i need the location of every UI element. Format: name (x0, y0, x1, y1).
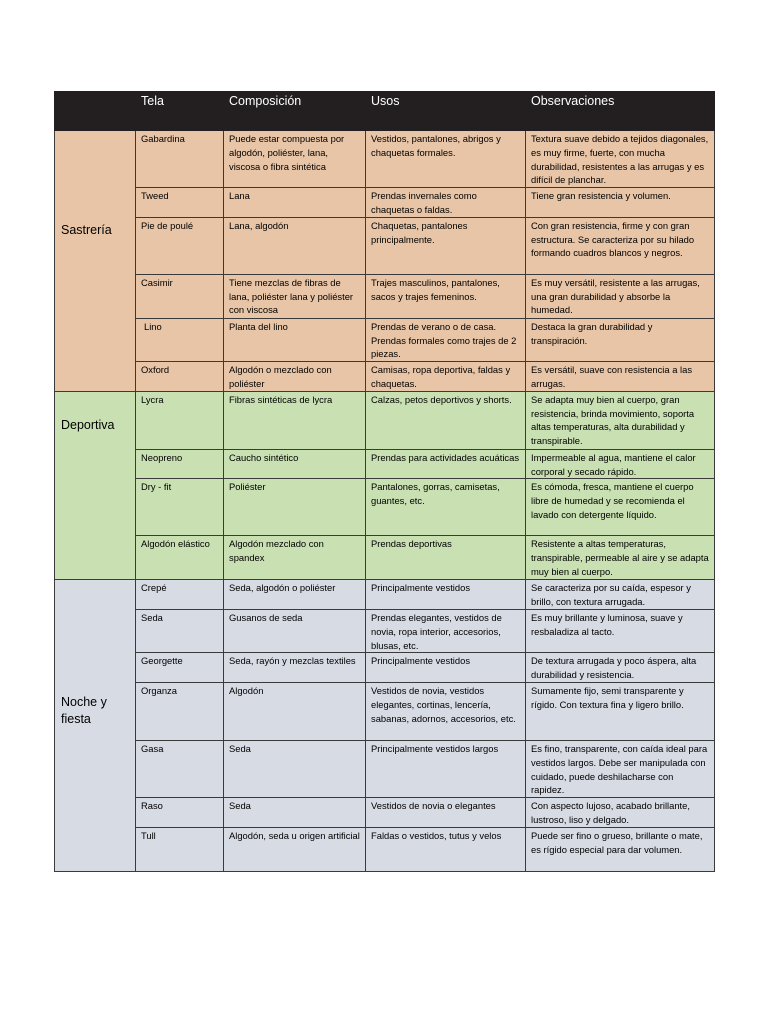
cell-usos: Camisas, ropa deportiva, faldas y chaquetas. (366, 362, 526, 392)
table-row (55, 653, 715, 683)
cell-tela: Gabardina (136, 131, 224, 188)
cell-observaciones: Se adapta muy bien al cuerpo, gran resistencia, brinda movimiento, soporta altas temperaturas, alta durabilidad y transpirable. (526, 391, 715, 449)
header-observaciones: Observaciones (526, 92, 715, 131)
cell-tela: Raso (136, 798, 224, 828)
cell-tela: Neopreno (136, 449, 224, 479)
cell-observaciones: Es muy versátil, resistente a las arrugas, una gran durabilidad y absorbe la humedad. (526, 274, 715, 318)
cell-usos: Prendas deportivas (366, 536, 526, 580)
table-row (55, 479, 715, 536)
cell-tela: Pie de poulé (136, 217, 224, 274)
table-row (55, 391, 715, 449)
cell-composicion: Seda (224, 740, 366, 797)
table-row (55, 580, 715, 610)
cell-composicion: Planta del lino (224, 318, 366, 361)
cell-composicion: Puede estar compuesta por algodón, poliéster, lana, viscosa o fibra sintética (224, 131, 366, 188)
table-row (55, 536, 715, 580)
cell-observaciones: Impermeable al agua, mantiene el calor corporal y secado rápido. (526, 449, 715, 479)
cell-observaciones: Es fino, transparente, con caída ideal para vestidos largos. Debe ser manipulada con cuidado, puede deshilacharse con rapidez. (526, 740, 715, 797)
cell-usos: Vestidos de novia o elegantes (366, 798, 526, 828)
table-row (55, 827, 715, 871)
table-row (55, 798, 715, 828)
cell-composicion: Lana, algodón (224, 217, 366, 274)
cell-composicion: Seda, algodón o poliéster (224, 580, 366, 610)
cell-tela: Lino (136, 318, 224, 361)
header-category (55, 92, 136, 131)
cell-composicion: Algodón mezclado con spandex (224, 536, 366, 580)
cell-tela: Tull (136, 827, 224, 871)
table-row (55, 682, 715, 740)
cell-observaciones: Es cómoda, fresca, mantiene el cuerpo libre de humedad y se recomienda el lavado con detergente líquido. (526, 479, 715, 536)
group-label-sastreria: Sastrería (55, 131, 136, 392)
cell-tela: Seda (136, 609, 224, 652)
cell-tela: Casimir (136, 274, 224, 318)
cell-observaciones: Puede ser fino o grueso, brillante o mate, es rígido especial para dar volumen. (526, 827, 715, 871)
cell-observaciones: De textura arrugada y poco áspera, alta durabilidad y resistencia. (526, 653, 715, 683)
cell-observaciones: Resistente a altas temperaturas, transpirable, permeable al aire y se adapta muy bien al cuerpo. (526, 536, 715, 580)
table-row (55, 188, 715, 218)
cell-usos: Pantalones, gorras, camisetas, guantes, etc. (366, 479, 526, 536)
table-row (55, 131, 715, 188)
cell-tela: Georgette (136, 653, 224, 683)
cell-usos: Prendas invernales como chaquetas o faldas. (366, 188, 526, 218)
cell-tela: Algodón elástico (136, 536, 224, 580)
cell-composicion: Algodón (224, 682, 366, 740)
cell-observaciones: Textura suave debido a tejidos diagonales, es muy firme, fuerte, con mucha durabilidad, resistentes a las arrugas y es difícil de planchar. (526, 131, 715, 188)
cell-observaciones: Destaca la gran durabilidad y transpiración. (526, 318, 715, 361)
cell-composicion: Poliéster (224, 479, 366, 536)
cell-composicion: Fibras sintéticas de lycra (224, 391, 366, 449)
table-row (55, 740, 715, 797)
table-row (55, 217, 715, 274)
cell-usos: Prendas de verano o de casa. Prendas formales como trajes de 2 piezas. (366, 318, 526, 361)
table-header-row (55, 92, 715, 131)
cell-observaciones: Sumamente fijo, semi transparente y rígido. Con textura fina y ligero brillo. (526, 682, 715, 740)
header-composicion: Composición (224, 92, 366, 131)
cell-composicion: Seda, rayón y mezclas textiles (224, 653, 366, 683)
cell-usos: Prendas para actividades acuáticas (366, 449, 526, 479)
table-row (55, 449, 715, 479)
cell-usos: Principalmente vestidos (366, 580, 526, 610)
cell-usos: Chaquetas, pantalones principalmente. (366, 217, 526, 274)
cell-tela: Lycra (136, 391, 224, 449)
cell-composicion: Tiene mezclas de fibras de lana, poliéster lana y poliéster con viscosa (224, 274, 366, 318)
cell-tela: Organza (136, 682, 224, 740)
table-row (55, 274, 715, 318)
cell-composicion: Algodón o mezclado con poliéster (224, 362, 366, 392)
cell-usos: Faldas o vestidos, tutus y velos (366, 827, 526, 871)
cell-observaciones: Se caracteriza por su caída, espesor y brillo, con textura arrugada. (526, 580, 715, 610)
cell-observaciones: Es muy brillante y luminosa, suave y resbaladiza al tacto. (526, 609, 715, 652)
cell-observaciones: Con aspecto lujoso, acabado brillante, lustroso, liso y delgado. (526, 798, 715, 828)
cell-usos: Principalmente vestidos (366, 653, 526, 683)
cell-composicion: Algodón, seda u origen artificial (224, 827, 366, 871)
cell-usos: Vestidos de novia, vestidos elegantes, cortinas, lencería, sabanas, adornos, accesorios, etc. (366, 682, 526, 740)
cell-tela: Dry - fit (136, 479, 224, 536)
cell-observaciones: Es versátil, suave con resistencia a las arrugas. (526, 362, 715, 392)
cell-tela: Tweed (136, 188, 224, 218)
cell-usos: Calzas, petos deportivos y shorts. (366, 391, 526, 449)
cell-tela: Gasa (136, 740, 224, 797)
cell-usos: Principalmente vestidos largos (366, 740, 526, 797)
cell-composicion: Lana (224, 188, 366, 218)
fabric-table (54, 91, 715, 872)
cell-composicion: Gusanos de seda (224, 609, 366, 652)
cell-tela: Crepé (136, 580, 224, 610)
cell-composicion: Seda (224, 798, 366, 828)
table-row (55, 609, 715, 652)
header-usos: Usos (366, 92, 526, 131)
cell-usos: Prendas elegantes, vestidos de novia, ropa interior, accesorios, blusas, etc. (366, 609, 526, 652)
table-row (55, 318, 715, 361)
cell-observaciones: Tiene gran resistencia y volumen. (526, 188, 715, 218)
group-label-noche-y-fiesta: Noche y fiesta (55, 580, 136, 871)
cell-usos: Vestidos, pantalones, abrigos y chaquetas formales. (366, 131, 526, 188)
group-label-deportiva: Deportiva (55, 391, 136, 580)
table-row (55, 362, 715, 392)
header-tela: Tela (136, 92, 224, 131)
cell-observaciones: Con gran resistencia, firme y con gran estructura. Se caracteriza por su hilado formando cuadros blancos y negros. (526, 217, 715, 274)
cell-usos: Trajes masculinos, pantalones, sacos y trajes femeninos. (366, 274, 526, 318)
cell-composicion: Caucho sintético (224, 449, 366, 479)
cell-tela: Oxford (136, 362, 224, 392)
fabric-table-container (54, 91, 714, 872)
